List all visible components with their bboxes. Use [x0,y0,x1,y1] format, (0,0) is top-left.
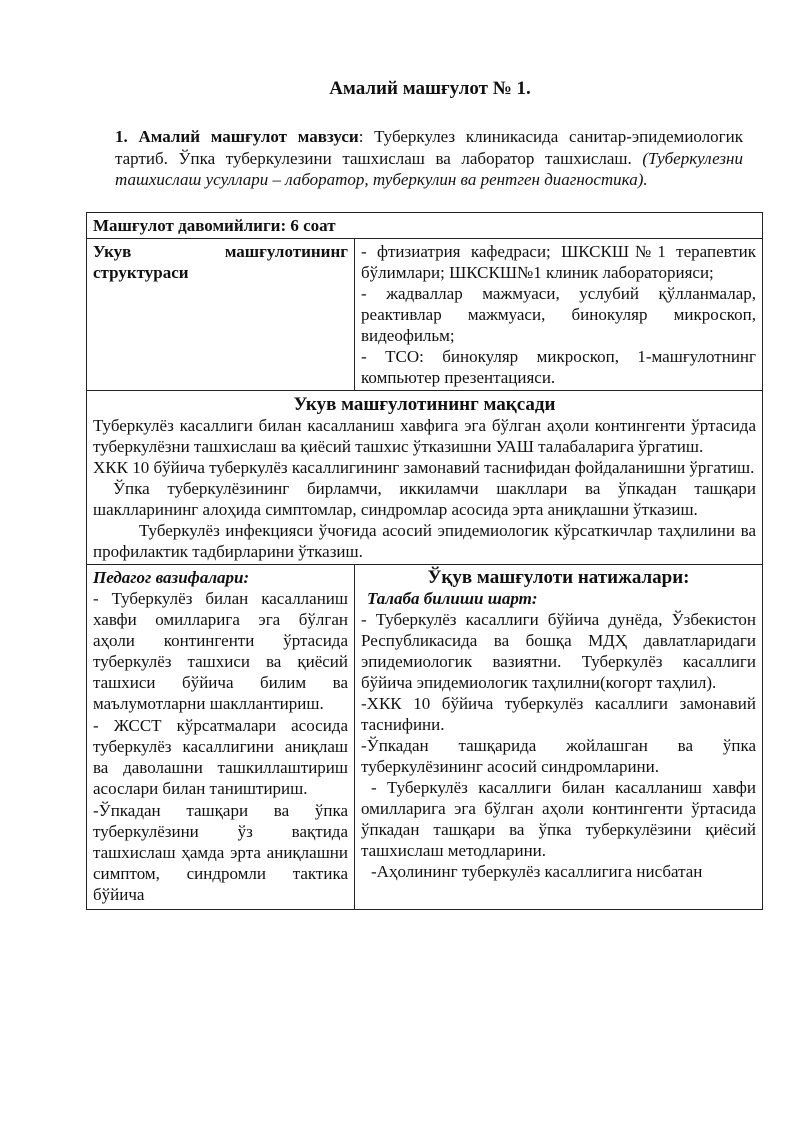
topic-label: 1. Амалий машғулот мавзуси [115,127,359,146]
structure-item: - фтизиатрия кафедраси; ШКСКШ№1 терапевтик бўлимлари; ШКСКШ№1 клиник лабораторияси; [361,242,756,282]
structure-item: - ТСО: бинокуляр микроскоп, 1-машғулотнинг компьютер презентацияси. [361,347,756,387]
goal-title: Укув машғулотининг мақсади [293,394,556,415]
learning-result: -Ўпкадан ташқарида жойлашган ва ўпка туберкулёзининг асосий синдромларини. [361,736,756,776]
structure-item: - жадваллар мажмуаси, услубий қўлланмалар, реактивлар мажмуаси, бинокуляр микроскоп, видеофильм; [361,284,756,345]
duration-cell: Машғулот давомийлиги: 6 соат [87,213,763,239]
pedagog-task: -Ўпкадан ташқари ва ўпка туберкулёзини ўз вақтида ташхислаш ҳамда эрта аниқлашни симптом, синдромли тактика бўйича [93,801,348,904]
goal-row [87,391,763,565]
structure-label-line1: Укув машғулотининг [93,242,348,261]
structure-label [87,239,355,391]
goal-paragraph: Туберкулёз инфекцияси ўчоғида асосий эпидемиологик кўрсаткичлар таҳлилини ва профилактик тадбирларини ўтказиш. [93,521,756,561]
pedagog-task: - ЖССТ кўрсатмалари асосида туберкулёз касаллигини аниқлаш ва даволашни ташкиллаштириш асослари билан таништириш. [93,716,348,798]
pedagog-task: - Туберкулёз билан касалланиш хавфи омилларига эга бўлган аҳоли контингенти ўртасида туберкулёз ташхиси ва қиёсий ташхиси бўйича билим ва маълумотларни шакллантириш. [93,589,348,713]
structure-row [87,239,763,391]
learning-results-subtitle: Талаба билиши шарт: [367,589,538,608]
topic-text: : Туберкулез клиникасида санитар-эпидемиологик тартиб. Ўпка туберкулезини ташхислаш ва лаборатор ташхислаш. [115,127,744,168]
pedagog-tasks-cell [87,565,355,910]
lesson-plan-table [86,212,763,910]
learning-results-title: Ўқув машғулоти натижалари: [427,567,690,588]
goal-paragraph: ХКК 10 бўйича туберкулёз касаллигининг замонавий таснифидан фойдаланишни ўргатиш. [93,458,755,477]
topic-methods: (Туберкулезни ташхислаш усуллари – лаборатор, туберкулин ва рентген диагностика). [115,148,743,189]
learning-result: -Аҳолининг туберкулёз касаллигига нисбатан [371,862,703,881]
tasks-results-row [87,565,763,910]
goal-cell [87,391,763,565]
goal-paragraph: Туберкулёз касаллиги билан касалланиш хавфига эга бўлган аҳоли контингенти ўртасида туберкулёзни ташхислаш ва қиёсий ташхис ўтказишни УАШ талабаларига ўргатиш. [93,416,756,456]
learning-result: - Туберкулёз касаллиги бўйича дунёда, Ўзбекистон Республикасида ва бошқа МДҲ давлатларидаги эпидемиологик вазиятни. Туберкулёз касаллиги бўйича эпидемиологик таҳлилни(когорт таҳлил). [361,610,756,692]
learning-result: - Туберкулёз касаллиги билан касалланиш хавфи омилларига эга бўлган аҳоли контингенти ўртасида ўпкадан ташқари ва ўпка туберкулёзини қиёсий ташхислаш методларини. [361,778,756,860]
learning-result: -ХКК 10 бўйича туберкулёз касаллиги замонавий таснифини. [361,694,756,734]
page-title: Амалий машғулот № 1. [329,78,531,99]
structure-items [355,239,763,391]
structure-label-line2: структураси [93,263,189,282]
duration-row [87,213,763,239]
goal-paragraph: Ўпка туберкулёзининг бирламчи, иккиламчи шакллари ва ўпкадан ташқари шаклларининг алоҳида симптомлар, синдромлар асосида эрта аниқлашни ўтказиш. [93,479,756,519]
lesson-topic [115,126,743,191]
pedagog-tasks-title: Педагог вазифалари: [93,568,250,587]
learning-results-cell [355,565,763,910]
